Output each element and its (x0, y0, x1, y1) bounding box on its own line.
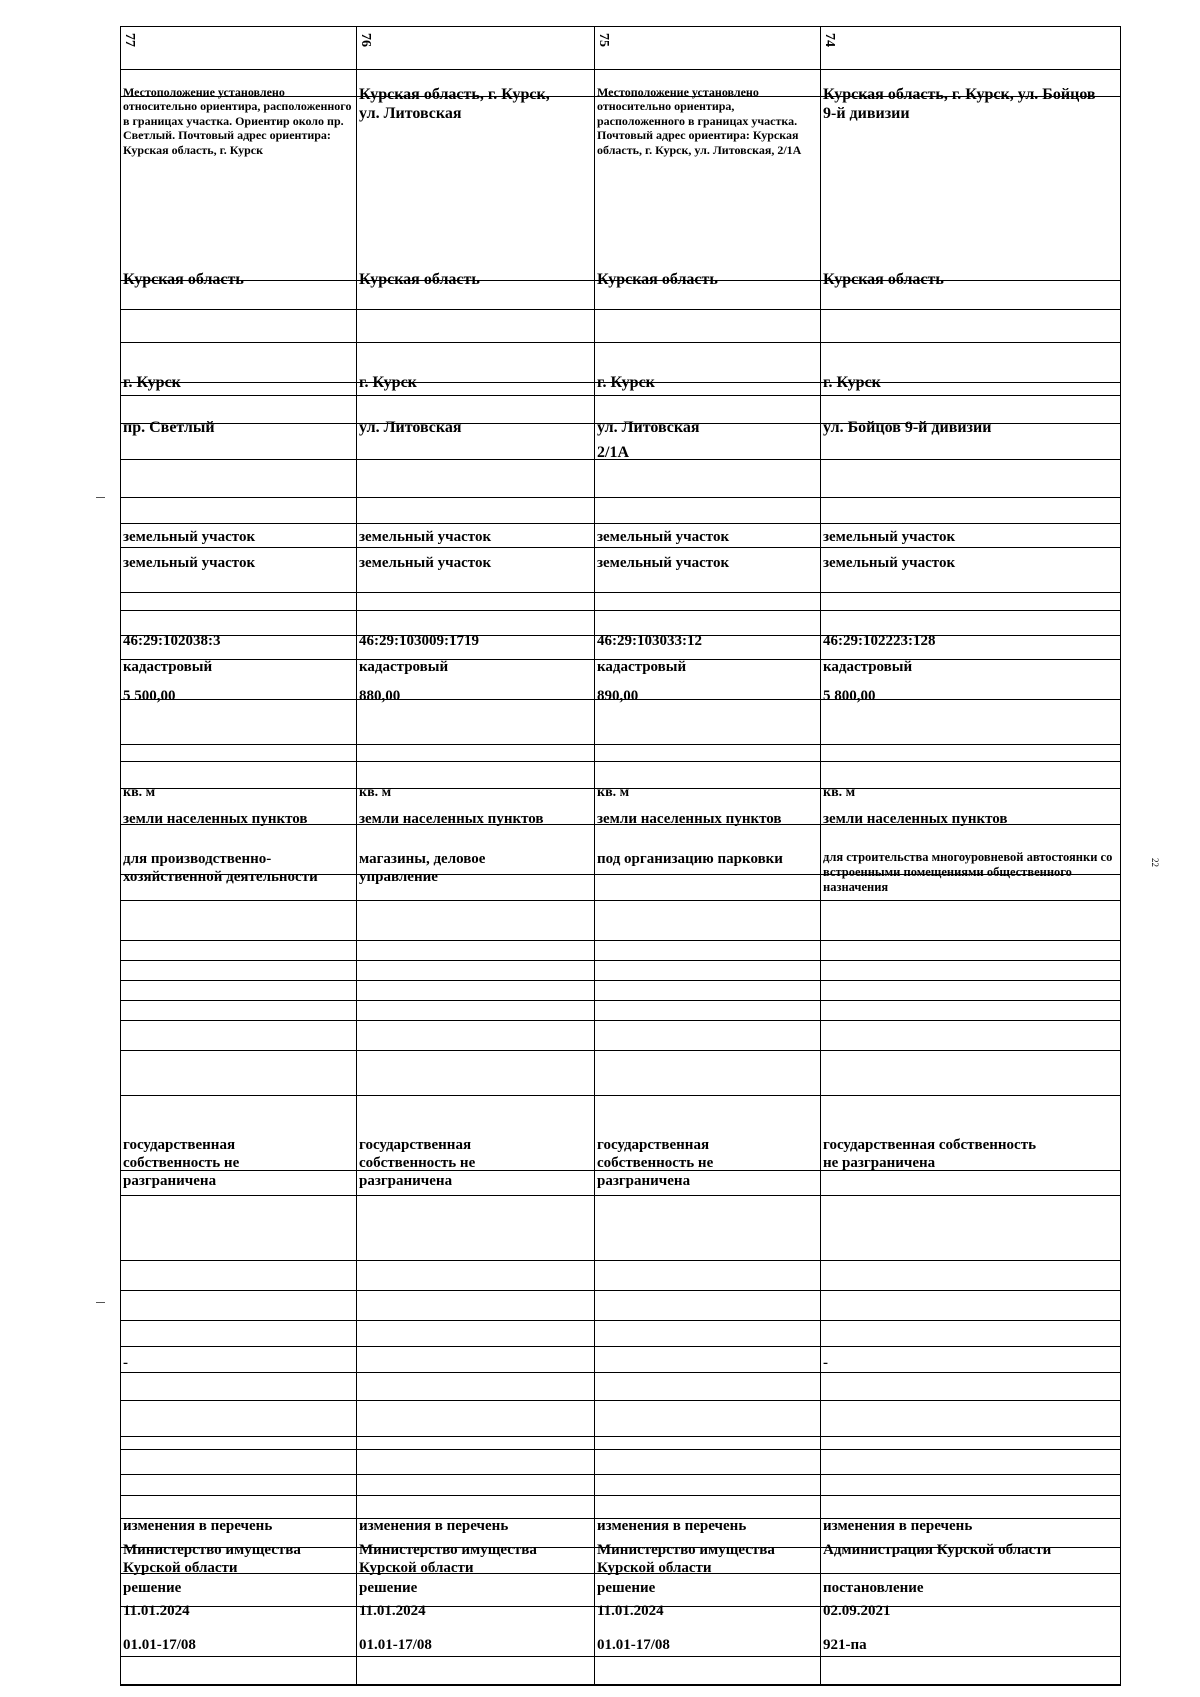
cell-object-type: земельный участок (359, 529, 492, 545)
cell-change-type: изменения в перечень (359, 1518, 509, 1534)
cell-cadastral-number: 46:29:103009:1719 (359, 633, 479, 649)
cell-land-category: земли населенных пунктов (823, 811, 1008, 827)
margin-tick (96, 497, 105, 498)
cell-doc-date: 11.01.2024 (123, 1603, 190, 1619)
cell-land-category: земли населенных пунктов (123, 811, 308, 827)
cell-doc-type: решение (597, 1580, 656, 1596)
cell-ownership: государственная собственность не разграничена (359, 1137, 476, 1189)
cell-cadastral-number: 46:29:103033:12 (597, 633, 702, 649)
cell-unit: кв. м (123, 785, 156, 800)
cell-doc-date: 11.01.2024 (359, 1603, 426, 1619)
cell-object-type: земельный участок (823, 529, 956, 545)
cell-change-type: изменения в перечень (823, 1518, 973, 1534)
cell-region: Курская область (597, 271, 718, 288)
cell-house: 2/1А (597, 444, 629, 461)
cell-unit: кв. м (823, 785, 856, 800)
cell-region: Курская область (823, 271, 944, 288)
cell-authority: Министерство имущества Курской области (597, 1542, 775, 1576)
column-number: 74 (822, 33, 837, 47)
cell-unit: кв. м (597, 785, 630, 800)
cell-land-category: земли населенных пунктов (597, 811, 782, 827)
cell-change-type: изменения в перечень (123, 1518, 273, 1534)
cell-location: Курская область, г. Курск, ул. Бойцов 9-й дивизии (823, 86, 1096, 123)
cell-object-type: земельный участок (597, 529, 730, 545)
cell-doc-type: решение (123, 1580, 182, 1596)
cell-doc-number: 01.01-17/08 (359, 1637, 432, 1653)
cell-city: г. Курск (123, 374, 181, 391)
cell-city: г. Курск (597, 374, 655, 391)
cell-number-type: кадастровый (359, 659, 449, 675)
cell-street: ул. Бойцов 9-й дивизии (823, 419, 992, 436)
cell-land-category: земли населенных пунктов (359, 811, 544, 827)
cell-cadastral-number: 46:29:102038:3 (123, 633, 221, 649)
cell-permitted-use: для строительства многоуровневой автостоянки со встроенными помещениями общественного назначения (823, 850, 1113, 894)
cell-area: 890,00 (597, 688, 639, 704)
cell-permitted-use: для производственно- хозяйственной деятельности (123, 851, 318, 885)
cell-ownership: государственная собственность не разграничена (597, 1137, 714, 1189)
cell-region: Курская область (123, 271, 244, 288)
cell-street: ул. Литовская (359, 419, 462, 436)
cell-doc-type: решение (359, 1580, 418, 1596)
cell-doc-date: 11.01.2024 (597, 1603, 664, 1619)
cell-ownership: государственная собственность не разграничена (123, 1137, 240, 1189)
row-divider (120, 1685, 1121, 1686)
cell-location: Местоположение установлено относительно ориентира, расположенного в границах участка. Ориентир около пр. Светлый. Почтовый адрес ориентира: Курская область, г. Курск (123, 85, 352, 157)
column-number: 76 (358, 33, 373, 47)
cell-authority: Министерство имущества Курской области (359, 1542, 537, 1576)
cell-area: 5 500,00 (123, 688, 176, 704)
cell-cadastral-number: 46:29:102223:128 (823, 633, 936, 649)
column-number: 75 (596, 33, 611, 47)
cell-doc-number: 01.01-17/08 (597, 1637, 670, 1653)
column-number: 77 (122, 33, 137, 47)
cell-doc-number: 921-па (823, 1637, 867, 1653)
margin-tick (96, 1302, 105, 1303)
cell-doc-type: постановление (823, 1580, 924, 1596)
cell-authority: Министерство имущества Курской области (123, 1542, 301, 1576)
cell-area: 5 800,00 (823, 688, 876, 704)
cell-doc-date: 02.09.2021 (823, 1603, 891, 1619)
cell-city: г. Курск (823, 374, 881, 391)
cell-change-type: изменения в перечень (597, 1518, 747, 1534)
cell-ownership: государственная собственность не разграничена (823, 1137, 1037, 1171)
cell-number-type: кадастровый (597, 659, 687, 675)
cell-object-kind: земельный участок (823, 555, 956, 571)
cell-doc-number: 01.01-17/08 (123, 1637, 196, 1653)
cell-object-kind: земельный участок (123, 555, 256, 571)
cell-object-kind: земельный участок (597, 555, 730, 571)
cell-area: 880,00 (359, 688, 401, 704)
cell-location: Курская область, г. Курск, ул. Литовская (359, 86, 550, 123)
cell-permitted-use: под организацию парковки (597, 851, 783, 867)
cell-city: г. Курск (359, 374, 417, 391)
cell-permitted-use: магазины, деловое управление (359, 851, 486, 885)
cell-street: пр. Светлый (123, 419, 215, 436)
cell-object-kind: земельный участок (359, 555, 492, 571)
cell-street: ул. Литовская (597, 419, 700, 436)
cell-region: Курская область (359, 271, 480, 288)
cell-location: Местоположение установлено относительно ориентира, расположенного в границах участка. Почтовый адрес ориентира: Курская область, г. Курск, ул. Литовская, 2/1А (597, 85, 802, 157)
cell-unit: кв. м (359, 785, 392, 800)
cell-authority: Администрация Курской области (823, 1542, 1052, 1558)
cell-dash: - (823, 1355, 828, 1371)
cell-number-type: кадастровый (823, 659, 913, 675)
cell-number-type: кадастровый (123, 659, 213, 675)
cell-dash: - (123, 1355, 128, 1371)
cell-object-type: земельный участок (123, 529, 256, 545)
page-number: 22 (1150, 858, 1160, 867)
